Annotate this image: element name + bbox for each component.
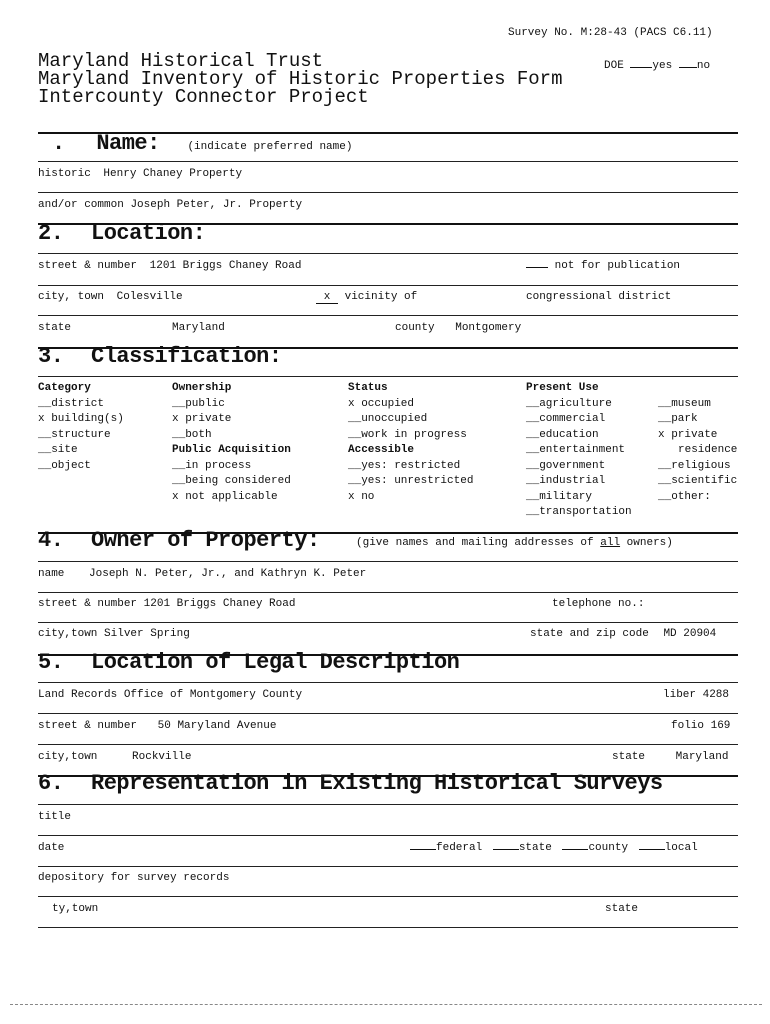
city-value: Colesville: [116, 291, 183, 303]
level-local: local: [664, 842, 698, 854]
depository-label: depository for survey records: [38, 872, 230, 884]
common-value: Joseph Peter, Jr. Property: [130, 199, 303, 211]
folio: folio 169: [671, 720, 731, 732]
present-use-option: __education: [526, 428, 599, 441]
note-text: (give names and mailing addresses of: [356, 537, 601, 549]
section-3-heading: [38, 344, 282, 369]
section-1-number: .: [52, 131, 65, 156]
legal-city-row: [38, 751, 191, 763]
section-3-title: Classification:: [91, 344, 282, 369]
section-3-number: 3.: [38, 344, 64, 369]
doe-label: DOE: [604, 60, 624, 72]
street-label: street & number: [38, 260, 138, 272]
ownership-heading: Ownership: [172, 382, 232, 394]
rule: [38, 192, 738, 193]
state-zip: [530, 628, 716, 640]
status-option: x occupied: [348, 397, 415, 410]
common-label: and/or common: [38, 199, 124, 211]
street-value: 1201 Briggs Chaney Road: [149, 260, 302, 272]
land-records-row: [38, 689, 302, 701]
city-value: Rockville: [132, 751, 192, 763]
present-use-option: __government: [526, 459, 606, 472]
rule: [38, 622, 738, 623]
acquisition-heading: Public Acquisition: [172, 444, 291, 456]
section-4-title: Owner of Property:: [91, 528, 320, 553]
present-use-column: [526, 381, 632, 521]
title-line-2: Maryland Inventory of Historic Properties Form: [38, 68, 563, 90]
rule: [38, 285, 738, 286]
vicinity-label: vicinity of: [344, 291, 418, 303]
category-heading: Category: [38, 382, 91, 394]
county-label: county: [395, 322, 435, 334]
present-use-column-b: [658, 397, 737, 506]
not-for-publication-label: not for publication: [554, 260, 681, 272]
rule: [38, 253, 738, 254]
present-use-option: __other:: [658, 490, 711, 503]
city-label: city,town: [38, 628, 98, 640]
rule: [38, 561, 738, 562]
note-text: owners): [620, 537, 673, 549]
owner-name-row: [38, 568, 366, 580]
state-zip-label: state and zip code: [530, 628, 649, 640]
rule: [38, 866, 738, 867]
rule: [38, 835, 738, 836]
rule: [38, 713, 738, 714]
note-all: all: [600, 537, 621, 549]
accessible-option: __yes: restricted: [348, 459, 461, 472]
state-zip-value: MD 20904: [663, 628, 717, 640]
level-county: county: [588, 842, 629, 854]
section-1-title: Name:: [96, 131, 160, 156]
section-1-heading: [52, 131, 352, 156]
category-option: x building(s): [38, 413, 124, 425]
street-label: street & number: [38, 598, 138, 610]
title-line-1: Maryland Historical Trust: [38, 50, 324, 72]
rule: [38, 927, 738, 928]
street-value: 1201 Briggs Chaney Road: [143, 598, 296, 610]
rule: [38, 682, 738, 683]
ownership-option: __both: [172, 428, 212, 441]
survey-date-label: date: [38, 842, 65, 854]
office-label: Land Records Office of: [38, 689, 184, 701]
status-option: __unoccupied: [348, 413, 428, 425]
present-use-option: __commercial: [526, 413, 606, 425]
present-use-option: __park: [658, 413, 698, 425]
category-option: __district: [38, 397, 105, 410]
acquisition-option: __being considered: [172, 475, 291, 487]
office-value: Montgomery County: [189, 689, 303, 701]
historic-value: Henry Chaney Property: [103, 168, 243, 180]
doe-yes: yes: [652, 60, 673, 72]
rule: [38, 161, 738, 162]
present-use-option: __scientific: [658, 475, 738, 487]
level-federal: federal: [436, 842, 483, 854]
vicinity: [316, 291, 417, 304]
owner-street-row: [38, 598, 295, 610]
congressional-district: congressional district: [526, 291, 672, 303]
city-label: city, town: [38, 291, 105, 303]
street-label: street & number: [38, 720, 138, 732]
rule: [38, 315, 738, 316]
state-label: state: [612, 751, 646, 763]
status-column: [348, 381, 473, 505]
present-use-option: __agriculture: [526, 397, 612, 410]
doe-field: [604, 60, 710, 72]
scan-edge: [10, 1004, 762, 1005]
section-5-number: 5.: [38, 650, 64, 675]
ownership-option: x private: [172, 413, 232, 425]
section-4-note: [356, 537, 673, 549]
section-6-title: Representation in Existing Historical Surveys: [91, 771, 663, 796]
city-value: Silver Spring: [104, 628, 190, 640]
city-label: city,town: [38, 751, 98, 763]
section-4-heading: [38, 528, 320, 553]
category-option: __object: [38, 459, 91, 472]
state-value: Maryland: [675, 751, 729, 763]
common-name-row: [38, 199, 302, 211]
survey-state-label: state: [605, 903, 639, 915]
present-use-option: __religious: [658, 459, 731, 472]
present-use-option: __entertainment: [526, 444, 626, 456]
acquisition-option: x not applicable: [172, 490, 278, 503]
section-2-heading: [38, 221, 205, 246]
rule: [38, 896, 738, 897]
county-value: Montgomery: [455, 322, 522, 334]
title-line-3: Intercounty Connector Project: [38, 86, 369, 108]
form-title: [38, 52, 563, 106]
historic-name-row: [38, 168, 242, 180]
section-6-heading: [38, 771, 663, 796]
status-option: __work in progress: [348, 428, 467, 441]
rule: [38, 376, 738, 377]
accessible-heading: Accessible: [348, 444, 415, 456]
owner-city-row: [38, 628, 190, 640]
telephone-label: telephone no.:: [552, 598, 645, 610]
location-street-row: [38, 260, 301, 272]
legal-street-row: [38, 720, 276, 732]
accessible-option: __yes: unrestricted: [348, 475, 474, 487]
section-4-number: 4.: [38, 528, 64, 553]
legal-state: [612, 751, 728, 763]
acquisition-option: __in process: [172, 459, 252, 472]
ownership-option: __public: [172, 397, 225, 410]
survey-number: Survey No. M:28-43 (PACS C6.11): [508, 27, 713, 39]
present-use-option: residence: [678, 444, 738, 456]
present-use-option: __transportation: [526, 506, 632, 518]
survey-title-label: title: [38, 811, 72, 823]
survey-levels: [410, 842, 698, 854]
location-city-row: [38, 291, 183, 303]
state-label: state: [38, 322, 72, 334]
not-for-publication: [526, 260, 680, 272]
section-5-title: Location of Legal Description: [91, 650, 460, 675]
section-5-heading: [38, 650, 459, 675]
present-use-option: __military: [526, 490, 593, 503]
rule: [38, 804, 738, 805]
street-value: 50 Maryland Avenue: [157, 720, 277, 732]
category-option: __site: [38, 444, 78, 456]
level-state: state: [518, 842, 552, 854]
section-6-number: 6.: [38, 771, 64, 796]
name-label: name: [38, 568, 65, 580]
accessible-option: x no: [348, 490, 375, 503]
rule: [38, 592, 738, 593]
category-column: [38, 381, 124, 474]
present-use-option: __museum: [658, 397, 711, 410]
historic-label: historic: [38, 168, 91, 180]
vicinity-mark: x: [316, 291, 338, 304]
present-use-option: x private: [658, 428, 718, 441]
status-heading: Status: [348, 382, 388, 394]
liber: liber 4288: [663, 689, 730, 701]
section-1-note: (indicate preferred name): [187, 141, 353, 153]
state-value: Maryland: [172, 322, 225, 334]
present-use-heading: Present Use: [526, 382, 599, 394]
section-2-number: 2.: [38, 221, 64, 246]
name-value: Joseph N. Peter, Jr., and Kathryn K. Peter: [89, 568, 367, 580]
rule: [38, 744, 738, 745]
present-use-option: __industrial: [526, 475, 606, 487]
survey-city-label: ty,town: [52, 903, 99, 915]
doe-no: no: [696, 60, 711, 72]
section-2-title: Location:: [91, 221, 206, 246]
ownership-column: [172, 381, 291, 505]
category-option: __structure: [38, 428, 111, 441]
county-field: [395, 322, 521, 334]
